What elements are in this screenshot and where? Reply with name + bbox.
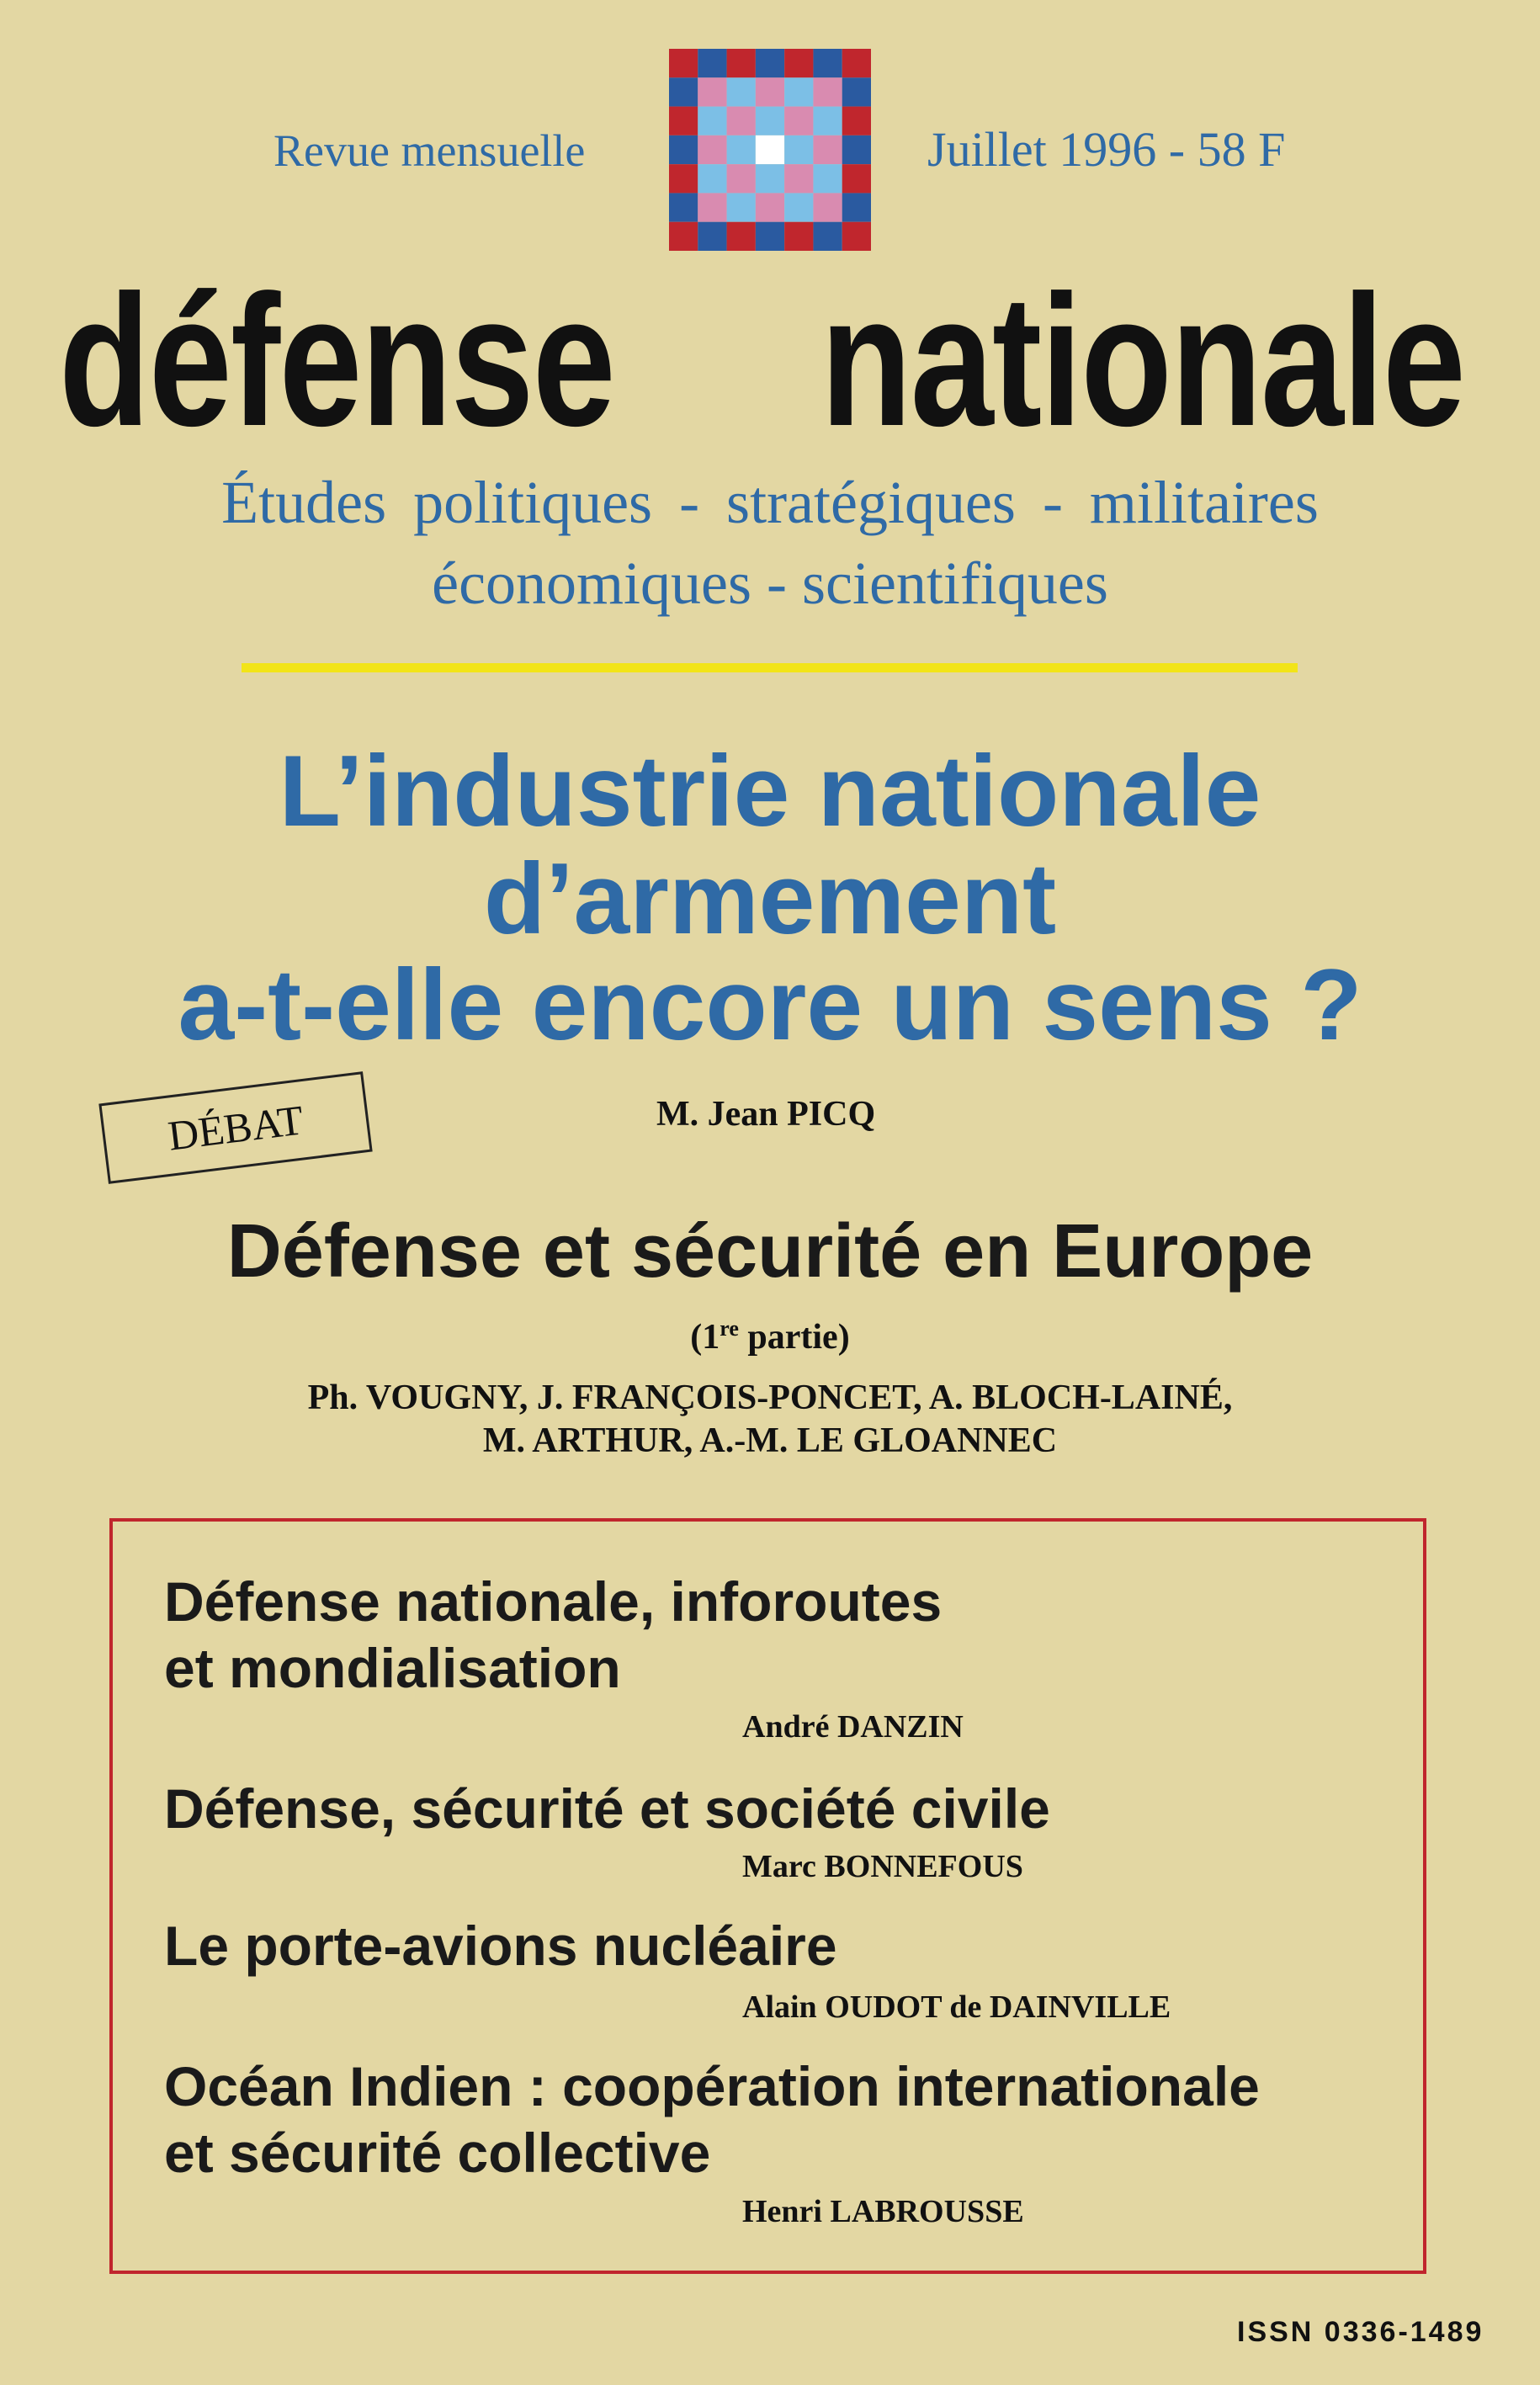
- logo-cell: [813, 135, 842, 164]
- logo-cell: [727, 107, 756, 135]
- logo-cell: [756, 164, 784, 193]
- logo-cell: [784, 77, 813, 106]
- lead-title-line-1: L’industrie nationale: [279, 735, 1261, 847]
- logo-cell: [698, 107, 726, 135]
- logo-cell: [669, 77, 698, 106]
- logo-cell: [842, 222, 871, 251]
- checkered-logo-icon: [669, 49, 871, 251]
- logo-cell: [813, 49, 842, 77]
- logo-cell: [698, 135, 726, 164]
- article-author: Alain OUDOT de DAINVILLE: [742, 1989, 1171, 2025]
- logo-cell: [813, 222, 842, 251]
- logo-cell: [727, 135, 756, 164]
- dossier-part-suffix: partie): [738, 1318, 850, 1357]
- logo-cell: [813, 193, 842, 221]
- article-author: André DANZIN: [742, 1709, 964, 1745]
- logo-cell: [842, 164, 871, 193]
- dossier-authors-line-2: M. ARTHUR, A.-M. LE GLOANNEC: [482, 1421, 1058, 1460]
- logo-cell: [698, 49, 726, 77]
- logo-cell: [756, 193, 784, 221]
- logo-cell: [842, 193, 871, 221]
- logo-cell: [784, 222, 813, 251]
- article-author: Henri LABROUSSE: [742, 2194, 1024, 2229]
- logo-cell: [727, 222, 756, 251]
- logo-cell: [784, 164, 813, 193]
- logo-cell: [698, 164, 726, 193]
- dossier-part-prefix: (1: [690, 1318, 720, 1357]
- logo-cell: [669, 135, 698, 164]
- logo-cell: [698, 77, 726, 106]
- issn-number: ISSN 0336-1489: [1237, 2316, 1484, 2348]
- dossier-part-superscript: re: [720, 1316, 739, 1341]
- article-title-line: Océan Indien : coopération internationale: [164, 2055, 1260, 2117]
- article-title: Le porte-avions nucléaire: [164, 1915, 837, 1977]
- logo-cell: [698, 222, 726, 251]
- article-title-line: et mondialisation: [164, 1637, 621, 1700]
- subtitle-line-2: économiques - scientifiques: [432, 550, 1108, 617]
- logo-cell: [669, 193, 698, 221]
- logo-cell: [813, 164, 842, 193]
- masthead-word-nationale: nationale: [820, 257, 1465, 465]
- yellow-divider: [242, 663, 1298, 672]
- logo-cell: [813, 77, 842, 106]
- subtitle-line-1: Études politiques - stratégiques - militaires: [221, 469, 1319, 536]
- article-title: Défense, sécurité et société civile: [164, 1777, 1050, 1840]
- logo-cell: [727, 164, 756, 193]
- logo-cell: [756, 135, 784, 164]
- logo-cell: [756, 77, 784, 106]
- logo-cell: [756, 222, 784, 251]
- logo-cell: [756, 107, 784, 135]
- logo-cell: [727, 193, 756, 221]
- dossier-title: Défense et sécurité en Europe: [226, 1209, 1314, 1293]
- lead-title-line-3: a-t-elle encore un sens ?: [178, 948, 1362, 1061]
- logo-cell: [842, 49, 871, 77]
- lead-title-line-2: d’armement: [483, 842, 1057, 955]
- dossier-part: [0, 1316, 1540, 1357]
- article-title-line: et sécurité collective: [164, 2122, 711, 2185]
- debate-label: DÉBAT: [165, 1096, 306, 1160]
- monthly-label: Revue mensuelle: [273, 125, 586, 176]
- logo-cell: [669, 164, 698, 193]
- dossier-authors-line-1: Ph. VOUGNY, J. FRANÇOIS-PONCET, A. BLOCH-LAINÉ,: [307, 1378, 1233, 1417]
- article-author: Marc BONNEFOUS: [742, 1849, 1023, 1884]
- logo-cell: [669, 107, 698, 135]
- logo-cell: [842, 77, 871, 106]
- logo-cell: [727, 77, 756, 106]
- article-title: [164, 1569, 942, 1702]
- logo-cell: [784, 49, 813, 77]
- logo-cell: [842, 135, 871, 164]
- lead-author: M. Jean PICQ: [656, 1095, 876, 1134]
- article-title-line: Défense nationale, inforoutes: [164, 1570, 943, 1633]
- logo-cell: [669, 222, 698, 251]
- logo-cell: [756, 49, 784, 77]
- issue-date-price: Juillet 1996 - 58 F: [927, 122, 1286, 177]
- logo-cell: [727, 49, 756, 77]
- article-title: [164, 2053, 1260, 2186]
- masthead-word-defense: défense: [59, 257, 615, 465]
- logo-cell: [784, 107, 813, 135]
- debate-stamp: [98, 1071, 372, 1184]
- logo-cell: [698, 193, 726, 221]
- logo-cell: [784, 135, 813, 164]
- logo-cell: [669, 49, 698, 77]
- logo-cell: [813, 107, 842, 135]
- logo-cell: [784, 193, 813, 221]
- logo-cell: [842, 107, 871, 135]
